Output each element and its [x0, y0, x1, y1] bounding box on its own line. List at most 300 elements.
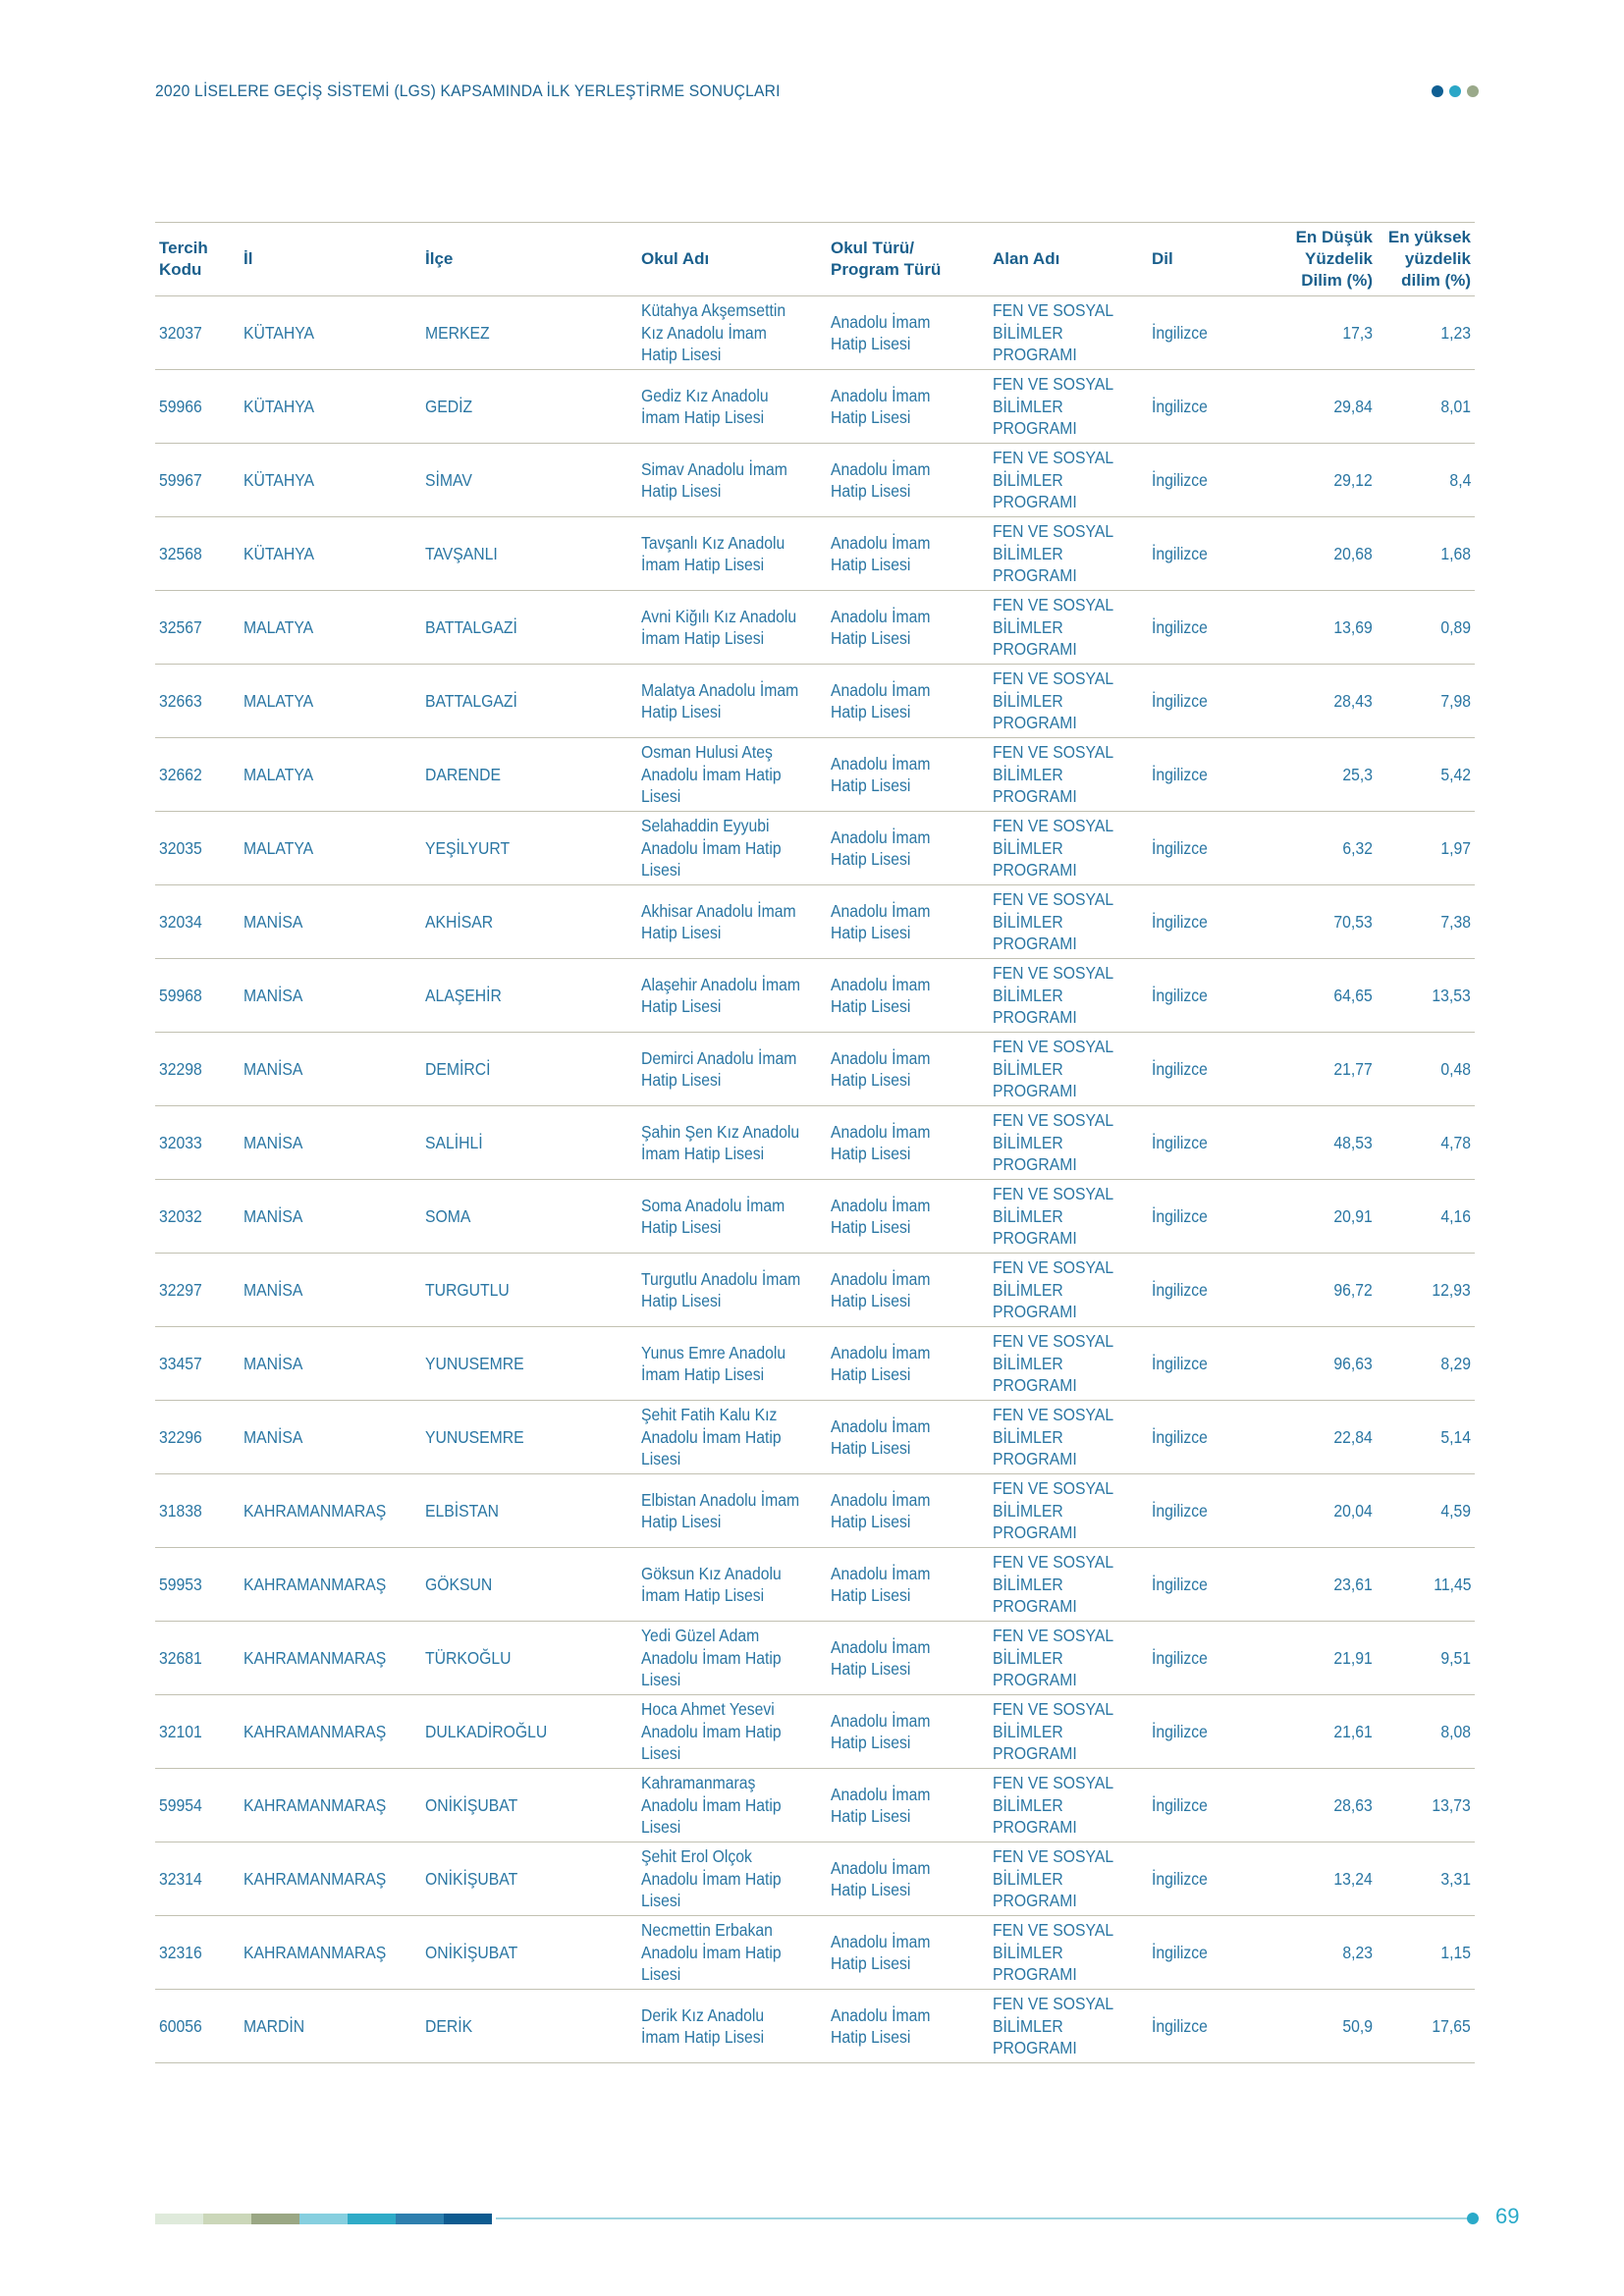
cell-il — [240, 1548, 421, 1622]
cell-il — [240, 1327, 421, 1401]
cell-alan-adi-text: FEN VE SOSYAL BİLİMLER PROGRAMI — [993, 1331, 1113, 1396]
cell-tercih-kodu — [155, 1916, 240, 1990]
cell-il — [240, 665, 421, 738]
cell-alan-adi — [989, 1695, 1148, 1769]
cell-ilce-text: DERİK — [425, 2015, 473, 2036]
cell-ilce — [421, 296, 637, 370]
cell-en-yuksek — [1377, 444, 1475, 517]
cell-okul-turu-text: Anadolu İmam Hatip Lisesi — [831, 1563, 931, 1605]
cell-il-text: KAHRAMANMARAŞ — [244, 1500, 387, 1521]
cell-il-text: KAHRAMANMARAŞ — [244, 1794, 387, 1815]
cell-tercih-kodu — [155, 1106, 240, 1180]
cell-tercih-kodu — [155, 885, 240, 959]
cell-okul-adi — [637, 517, 827, 591]
cell-okul-turu-text: Anadolu İmam Hatip Lisesi — [831, 1636, 931, 1679]
cell-alan-adi-text: FEN VE SOSYAL BİLİMLER PROGRAMI — [993, 1184, 1113, 1249]
cell-tercih-kodu-text: 31838 — [159, 1500, 202, 1521]
cell-dil — [1148, 959, 1266, 1033]
cell-okul-turu-text: Anadolu İmam Hatip Lisesi — [831, 1121, 931, 1163]
cell-en-dusuk-text: 28,63 — [1333, 1794, 1373, 1815]
cell-en-dusuk-text: 96,63 — [1333, 1353, 1373, 1373]
cell-en-yuksek-text: 7,98 — [1440, 690, 1471, 711]
cell-en-dusuk-text: 64,65 — [1333, 985, 1373, 1005]
cell-dil — [1148, 1106, 1266, 1180]
cell-en-yuksek — [1377, 812, 1475, 885]
column-header-alan-adi: Alan Adı — [989, 223, 1148, 296]
cell-en-yuksek — [1377, 959, 1475, 1033]
cell-ilce — [421, 1695, 637, 1769]
cell-alan-adi — [989, 1990, 1148, 2063]
cell-en-yuksek-text: 17,65 — [1432, 2015, 1471, 2036]
cell-okul-turu — [827, 1990, 989, 2063]
cell-en-dusuk — [1266, 1474, 1377, 1548]
cell-tercih-kodu — [155, 296, 240, 370]
cell-il-text: KÜTAHYA — [244, 396, 315, 416]
cell-okul-adi-text: Tavşanlı Kız Anadolu İmam Hatip Lisesi — [641, 532, 785, 574]
cell-alan-adi-text: FEN VE SOSYAL BİLİMLER PROGRAMI — [993, 1626, 1113, 1690]
cell-okul-adi — [637, 885, 827, 959]
column-header-tercih-kodu: Tercih Kodu — [155, 223, 240, 296]
cell-alan-adi-text: FEN VE SOSYAL BİLİMLER PROGRAMI — [993, 1037, 1113, 1101]
cell-alan-adi — [989, 1033, 1148, 1106]
cell-tercih-kodu-text: 59953 — [159, 1574, 202, 1594]
cell-ilce-text: TAVŞANLI — [425, 543, 498, 563]
cell-en-yuksek — [1377, 517, 1475, 591]
cell-en-yuksek — [1377, 1769, 1475, 1842]
footer-bar-segment — [444, 2214, 492, 2224]
cell-tercih-kodu-text: 60056 — [159, 2015, 202, 2036]
cell-ilce — [421, 1990, 637, 2063]
cell-en-dusuk-text: 20,91 — [1333, 1205, 1373, 1226]
cell-ilce-text: YEŞİLYURT — [425, 837, 511, 858]
cell-en-yuksek-text: 1,15 — [1440, 1942, 1471, 1962]
cell-okul-turu-text: Anadolu İmam Hatip Lisesi — [831, 679, 931, 721]
cell-en-dusuk-text: 48,53 — [1333, 1132, 1373, 1152]
cell-en-yuksek — [1377, 1180, 1475, 1254]
cell-alan-adi-text: FEN VE SOSYAL BİLİMLER PROGRAMI — [993, 1405, 1113, 1469]
cell-dil — [1148, 812, 1266, 885]
cell-okul-adi-text: Necmettin Erbakan Anadolu İmam Hatip Lisesi — [641, 1920, 782, 1985]
cell-en-yuksek-text: 13,73 — [1432, 1794, 1471, 1815]
cell-en-dusuk-text: 29,84 — [1333, 396, 1373, 416]
cell-en-yuksek-text: 3,31 — [1440, 1868, 1471, 1889]
cell-alan-adi — [989, 812, 1148, 885]
cell-dil — [1148, 1180, 1266, 1254]
cell-okul-adi — [637, 1327, 827, 1401]
cell-okul-turu — [827, 1106, 989, 1180]
cell-en-yuksek-text: 8,08 — [1440, 1721, 1471, 1741]
cell-okul-turu-text: Anadolu İmam Hatip Lisesi — [831, 1784, 931, 1826]
cell-en-yuksek-text: 0,48 — [1440, 1058, 1471, 1079]
cell-ilce — [421, 1180, 637, 1254]
table-row — [155, 665, 1475, 738]
cell-okul-adi — [637, 1106, 827, 1180]
cell-okul-turu — [827, 1474, 989, 1548]
placement-results-table — [155, 222, 1475, 2063]
table-row — [155, 1622, 1475, 1695]
cell-okul-adi-text: Hoca Ahmet Yesevi Anadolu İmam Hatip Lisesi — [641, 1699, 782, 1764]
cell-il — [240, 517, 421, 591]
cell-alan-adi-text: FEN VE SOSYAL BİLİMLER PROGRAMI — [993, 521, 1113, 586]
cell-il — [240, 444, 421, 517]
cell-en-dusuk-text: 96,72 — [1333, 1279, 1373, 1300]
cell-tercih-kodu — [155, 1622, 240, 1695]
page-number: 69 — [1495, 2204, 1520, 2228]
cell-okul-adi-text: Turgutlu Anadolu İmam Hatip Lisesi — [641, 1268, 801, 1310]
cell-okul-turu — [827, 812, 989, 885]
cell-il — [240, 1695, 421, 1769]
cell-okul-adi — [637, 1990, 827, 2063]
cell-en-yuksek — [1377, 296, 1475, 370]
cell-dil — [1148, 517, 1266, 591]
cell-alan-adi — [989, 1548, 1148, 1622]
cell-okul-adi-text: Kahramanmaraş Anadolu İmam Hatip Lisesi — [641, 1773, 782, 1838]
cell-tercih-kodu — [155, 1842, 240, 1916]
cell-dil — [1148, 885, 1266, 959]
cell-il-text: MALATYA — [244, 764, 314, 784]
cell-en-dusuk — [1266, 1622, 1377, 1695]
cell-il — [240, 370, 421, 444]
cell-en-dusuk — [1266, 1327, 1377, 1401]
cell-dil — [1148, 1842, 1266, 1916]
cell-en-dusuk — [1266, 296, 1377, 370]
cell-ilce-text: MERKEZ — [425, 322, 490, 343]
footer-bar-segment — [203, 2214, 251, 2224]
cell-en-yuksek — [1377, 1401, 1475, 1474]
table-row — [155, 370, 1475, 444]
cell-ilce — [421, 1622, 637, 1695]
cell-il-text: MARDİN — [244, 2015, 305, 2036]
cell-alan-adi-text: FEN VE SOSYAL BİLİMLER PROGRAMI — [993, 1257, 1113, 1322]
cell-alan-adi — [989, 370, 1148, 444]
cell-okul-turu — [827, 444, 989, 517]
cell-okul-turu-text: Anadolu İmam Hatip Lisesi — [831, 311, 931, 353]
cell-okul-adi — [637, 665, 827, 738]
cell-il — [240, 1033, 421, 1106]
table-row — [155, 812, 1475, 885]
cell-tercih-kodu-text: 32662 — [159, 764, 202, 784]
cell-en-dusuk-text: 8,23 — [1342, 1942, 1373, 1962]
cell-dil-text: İngilizce — [1152, 1353, 1208, 1373]
cell-dil-text: İngilizce — [1152, 2015, 1208, 2036]
cell-okul-adi-text: Gediz Kız Anadolu İmam Hatip Lisesi — [641, 385, 769, 427]
cell-en-dusuk-text: 50,9 — [1342, 2015, 1373, 2036]
cell-tercih-kodu — [155, 370, 240, 444]
cell-ilce-text: SALİHLİ — [425, 1132, 483, 1152]
cell-alan-adi-text: FEN VE SOSYAL BİLİMLER PROGRAMI — [993, 595, 1113, 660]
cell-alan-adi — [989, 1622, 1148, 1695]
cell-alan-adi-text: FEN VE SOSYAL BİLİMLER PROGRAMI — [993, 1110, 1113, 1175]
table-row — [155, 738, 1475, 812]
cell-alan-adi-text: FEN VE SOSYAL BİLİMLER PROGRAMI — [993, 1994, 1113, 2058]
cell-tercih-kodu-text: 32568 — [159, 543, 202, 563]
table-row — [155, 1916, 1475, 1990]
cell-ilce — [421, 1842, 637, 1916]
cell-en-dusuk — [1266, 1695, 1377, 1769]
cell-en-yuksek — [1377, 591, 1475, 665]
cell-ilce-text: BATTALGAZİ — [425, 690, 517, 711]
cell-okul-turu — [827, 959, 989, 1033]
cell-il — [240, 1401, 421, 1474]
cell-alan-adi — [989, 1474, 1148, 1548]
cell-alan-adi-text: FEN VE SOSYAL BİLİMLER PROGRAMI — [993, 668, 1113, 733]
cell-okul-adi — [637, 444, 827, 517]
cell-il-text: MANİSA — [244, 1205, 303, 1226]
cell-dil — [1148, 1622, 1266, 1695]
cell-alan-adi — [989, 591, 1148, 665]
cell-il-text: MANİSA — [244, 985, 303, 1005]
footer-bar-segment — [348, 2214, 396, 2224]
cell-dil — [1148, 1548, 1266, 1622]
cell-il-text: KÜTAHYA — [244, 543, 315, 563]
cell-tercih-kodu-text: 32663 — [159, 690, 202, 711]
cell-en-dusuk — [1266, 517, 1377, 591]
cell-en-dusuk — [1266, 1842, 1377, 1916]
cell-ilce — [421, 1033, 637, 1106]
cell-en-yuksek — [1377, 738, 1475, 812]
cell-alan-adi — [989, 959, 1148, 1033]
cell-tercih-kodu — [155, 1327, 240, 1401]
cell-il-text: MALATYA — [244, 837, 314, 858]
cell-en-yuksek — [1377, 1990, 1475, 2063]
dot-icon — [1449, 85, 1461, 97]
cell-tercih-kodu — [155, 1254, 240, 1327]
cell-dil-text: İngilizce — [1152, 1721, 1208, 1741]
cell-il — [240, 296, 421, 370]
cell-okul-adi-text: Malatya Anadolu İmam Hatip Lisesi — [641, 679, 799, 721]
cell-ilce-text: YUNUSEMRE — [425, 1426, 524, 1447]
cell-ilce-text: SİMAV — [425, 469, 472, 490]
dot-icon — [1467, 85, 1479, 97]
cell-alan-adi — [989, 1327, 1148, 1401]
cell-ilce — [421, 959, 637, 1033]
cell-il-text: MALATYA — [244, 616, 314, 637]
cell-il-text: MANİSA — [244, 1132, 303, 1152]
cell-okul-adi — [637, 738, 827, 812]
cell-ilce — [421, 885, 637, 959]
cell-en-yuksek-text: 12,93 — [1432, 1279, 1471, 1300]
cell-en-dusuk-text: 17,3 — [1342, 322, 1373, 343]
cell-okul-turu — [827, 1769, 989, 1842]
cell-tercih-kodu-text: 59954 — [159, 1794, 202, 1815]
cell-en-yuksek — [1377, 370, 1475, 444]
cell-alan-adi — [989, 517, 1148, 591]
cell-alan-adi-text: FEN VE SOSYAL BİLİMLER PROGRAMI — [993, 1920, 1113, 1985]
cell-okul-turu-text: Anadolu İmam Hatip Lisesi — [831, 827, 931, 869]
cell-il — [240, 1622, 421, 1695]
cell-okul-turu — [827, 296, 989, 370]
cell-en-yuksek — [1377, 1622, 1475, 1695]
cell-il-text: MANİSA — [244, 1426, 303, 1447]
table-row — [155, 1254, 1475, 1327]
cell-alan-adi — [989, 738, 1148, 812]
cell-okul-adi-text: Alaşehir Anadolu İmam Hatip Lisesi — [641, 974, 800, 1016]
cell-alan-adi-text: FEN VE SOSYAL BİLİMLER PROGRAMI — [993, 963, 1113, 1028]
cell-alan-adi — [989, 296, 1148, 370]
cell-okul-turu — [827, 370, 989, 444]
cell-il — [240, 1916, 421, 1990]
cell-tercih-kodu — [155, 1401, 240, 1474]
cell-alan-adi — [989, 1842, 1148, 1916]
cell-ilce-text: DULKADİROĞLU — [425, 1721, 548, 1741]
dot-icon — [1432, 85, 1443, 97]
cell-ilce — [421, 665, 637, 738]
cell-okul-turu-text: Anadolu İmam Hatip Lisesi — [831, 385, 931, 427]
column-header-okul-turu: Okul Türü/ Program Türü — [827, 223, 989, 296]
cell-tercih-kodu — [155, 812, 240, 885]
cell-en-yuksek — [1377, 665, 1475, 738]
cell-en-dusuk-text: 70,53 — [1333, 911, 1373, 932]
cell-en-dusuk — [1266, 1180, 1377, 1254]
cell-tercih-kodu — [155, 517, 240, 591]
cell-alan-adi-text: FEN VE SOSYAL BİLİMLER PROGRAMI — [993, 816, 1113, 881]
cell-en-yuksek-text: 8,29 — [1440, 1353, 1471, 1373]
document-running-title: 2020 LİSELERE GEÇİŞ SİSTEMİ (LGS) KAPSAMINDA İLK YERLEŞTİRME SONUÇLARI — [155, 81, 781, 100]
cell-en-dusuk-text: 21,91 — [1333, 1647, 1373, 1668]
cell-ilce — [421, 1401, 637, 1474]
cell-dil — [1148, 1695, 1266, 1769]
cell-il — [240, 591, 421, 665]
cell-dil-text: İngilizce — [1152, 1279, 1208, 1300]
cell-ilce-text: SOMA — [425, 1205, 471, 1226]
cell-ilce — [421, 370, 637, 444]
cell-il-text: MANİSA — [244, 1353, 303, 1373]
cell-en-dusuk — [1266, 1769, 1377, 1842]
cell-okul-turu-text: Anadolu İmam Hatip Lisesi — [831, 458, 931, 501]
cell-okul-turu-text: Anadolu İmam Hatip Lisesi — [831, 1342, 931, 1384]
cell-okul-turu — [827, 517, 989, 591]
cell-en-yuksek — [1377, 1033, 1475, 1106]
cell-okul-adi — [637, 1401, 827, 1474]
cell-en-dusuk-text: 21,61 — [1333, 1721, 1373, 1741]
cell-okul-turu — [827, 1695, 989, 1769]
cell-tercih-kodu — [155, 591, 240, 665]
cell-il — [240, 1990, 421, 2063]
cell-il-text: MANİSA — [244, 1058, 303, 1079]
cell-okul-adi — [637, 1548, 827, 1622]
cell-ilce-text: ONİKİŞUBAT — [425, 1794, 518, 1815]
cell-okul-adi-text: Elbistan Anadolu İmam Hatip Lisesi — [641, 1489, 800, 1531]
cell-il-text: KAHRAMANMARAŞ — [244, 1942, 387, 1962]
cell-okul-adi-text: Şahin Şen Kız Anadolu İmam Hatip Lisesi — [641, 1121, 800, 1163]
cell-ilce-text: ONİKİŞUBAT — [425, 1942, 518, 1962]
cell-en-dusuk — [1266, 1254, 1377, 1327]
cell-okul-turu-text: Anadolu İmam Hatip Lisesi — [831, 1857, 931, 1899]
cell-okul-adi — [637, 1916, 827, 1990]
cell-okul-adi-text: Soma Anadolu İmam Hatip Lisesi — [641, 1195, 785, 1237]
cell-en-dusuk-text: 6,32 — [1342, 837, 1373, 858]
cell-dil-text: İngilizce — [1152, 1500, 1208, 1521]
cell-okul-turu — [827, 1548, 989, 1622]
cell-tercih-kodu — [155, 1474, 240, 1548]
cell-okul-turu-text: Anadolu İmam Hatip Lisesi — [831, 1931, 931, 1973]
cell-en-yuksek-text: 0,89 — [1440, 616, 1471, 637]
column-header-en-dusuk: En Düşük Yüzdelik Dilim (%) — [1266, 223, 1377, 296]
cell-en-yuksek-text: 11,45 — [1433, 1574, 1471, 1594]
cell-okul-turu-text: Anadolu İmam Hatip Lisesi — [831, 1489, 931, 1531]
table-row — [155, 444, 1475, 517]
cell-en-yuksek-text: 13,53 — [1432, 985, 1471, 1005]
cell-tercih-kodu-text: 32033 — [159, 1132, 202, 1152]
cell-okul-adi-text: Derik Kız Anadolu İmam Hatip Lisesi — [641, 2004, 765, 2047]
cell-okul-turu — [827, 1327, 989, 1401]
cell-dil — [1148, 1916, 1266, 1990]
cell-okul-adi-text: Yunus Emre Anadolu İmam Hatip Lisesi — [641, 1342, 786, 1384]
cell-en-yuksek-text: 1,23 — [1440, 322, 1471, 343]
cell-il — [240, 812, 421, 885]
cell-okul-adi — [637, 1474, 827, 1548]
cell-okul-turu — [827, 1180, 989, 1254]
footer-dot-icon — [1467, 2213, 1479, 2224]
cell-en-yuksek — [1377, 1254, 1475, 1327]
cell-ilce — [421, 591, 637, 665]
cell-alan-adi — [989, 1769, 1148, 1842]
cell-tercih-kodu-text: 59968 — [159, 985, 202, 1005]
cell-dil-text: İngilizce — [1152, 396, 1208, 416]
cell-en-yuksek-text: 1,97 — [1440, 837, 1471, 858]
cell-tercih-kodu — [155, 1033, 240, 1106]
cell-dil-text: İngilizce — [1152, 543, 1208, 563]
cell-dil — [1148, 1769, 1266, 1842]
cell-tercih-kodu — [155, 738, 240, 812]
cell-okul-adi — [637, 1842, 827, 1916]
cell-en-yuksek-text: 7,38 — [1440, 911, 1471, 932]
cell-alan-adi — [989, 1180, 1148, 1254]
cell-il-text: KAHRAMANMARAŞ — [244, 1647, 387, 1668]
footer-bar-segment — [155, 2214, 203, 2224]
cell-en-yuksek-text: 1,68 — [1440, 543, 1471, 563]
cell-en-dusuk-text: 29,12 — [1333, 469, 1373, 490]
column-header-ilce: İlçe — [421, 223, 637, 296]
cell-okul-adi-text: Şehit Erol Olçok Anadolu İmam Hatip Lisesi — [641, 1846, 782, 1911]
cell-alan-adi — [989, 444, 1148, 517]
cell-ilce-text: DEMİRCİ — [425, 1058, 491, 1079]
cell-okul-turu-text: Anadolu İmam Hatip Lisesi — [831, 1710, 931, 1752]
cell-en-yuksek — [1377, 1842, 1475, 1916]
cell-ilce — [421, 1474, 637, 1548]
table-row — [155, 1695, 1475, 1769]
table-row — [155, 1842, 1475, 1916]
header-decoration-dots — [1432, 85, 1479, 97]
cell-tercih-kodu-text: 32034 — [159, 911, 202, 932]
cell-tercih-kodu-text: 32101 — [159, 1721, 202, 1741]
cell-okul-adi-text: Akhisar Anadolu İmam Hatip Lisesi — [641, 900, 796, 942]
cell-en-yuksek-text: 5,42 — [1440, 764, 1471, 784]
cell-en-dusuk-text: 13,69 — [1333, 616, 1373, 637]
cell-tercih-kodu-text: 32314 — [159, 1868, 202, 1889]
cell-en-dusuk — [1266, 1106, 1377, 1180]
cell-tercih-kodu-text: 59967 — [159, 469, 202, 490]
cell-okul-turu-text: Anadolu İmam Hatip Lisesi — [831, 532, 931, 574]
cell-dil-text: İngilizce — [1152, 764, 1208, 784]
cell-dil — [1148, 738, 1266, 812]
cell-okul-adi-text: Yedi Güzel Adam Anadolu İmam Hatip Lisesi — [641, 1626, 782, 1690]
cell-ilce-text: ALAŞEHİR — [425, 985, 502, 1005]
cell-tercih-kodu-text: 59966 — [159, 396, 202, 416]
cell-tercih-kodu-text: 32316 — [159, 1942, 202, 1962]
cell-okul-turu — [827, 665, 989, 738]
cell-alan-adi-text: FEN VE SOSYAL BİLİMLER PROGRAMI — [993, 742, 1113, 807]
footer-bar-segment — [299, 2214, 348, 2224]
cell-dil-text: İngilizce — [1152, 985, 1208, 1005]
cell-il-text: MANİSA — [244, 1279, 303, 1300]
cell-en-dusuk-text: 20,68 — [1333, 543, 1373, 563]
cell-dil-text: İngilizce — [1152, 322, 1208, 343]
cell-ilce — [421, 812, 637, 885]
footer-rule — [496, 2217, 1473, 2219]
cell-en-yuksek-text: 9,51 — [1440, 1647, 1471, 1668]
cell-okul-turu-text: Anadolu İmam Hatip Lisesi — [831, 1415, 931, 1458]
